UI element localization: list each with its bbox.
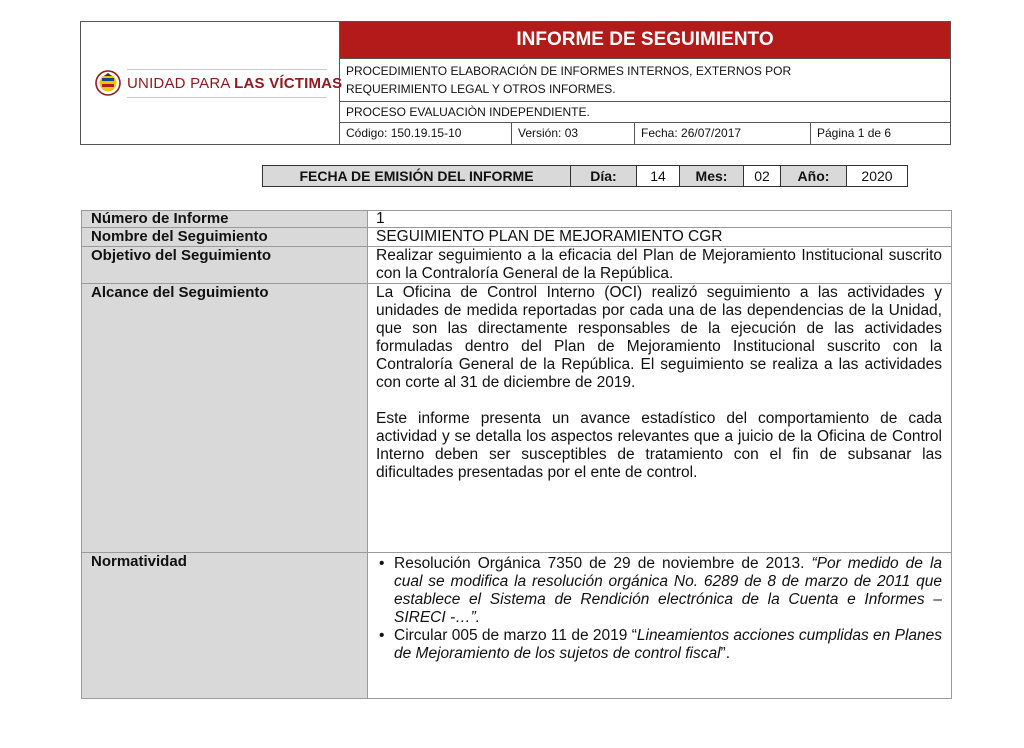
fecha-emision-label: FECHA DE EMISIÓN DEL INFORME <box>262 165 571 187</box>
normatividad-label: Normatividad <box>82 553 368 699</box>
metadata-row <box>340 123 950 144</box>
proceso-row: PROCESO EVALUACIÒN INDEPENDIENTE. <box>340 102 950 123</box>
nombre-value: SEGUIMIENTO PLAN DE MEJORAMIENTO CGR <box>368 228 952 247</box>
colombia-seal-icon <box>95 70 121 96</box>
table-row <box>82 247 952 284</box>
logo-rule-bottom <box>127 97 327 98</box>
pagina-cell: Página 1 de 6 <box>817 126 892 140</box>
document-title: INFORME DE SEGUIMIENTO <box>340 22 950 59</box>
procedimiento-line-2: REQUERIMIENTO LEGAL Y OTROS INFORMES. <box>346 82 616 96</box>
alcance-value <box>368 284 952 553</box>
objetivo-value: Realizar seguimiento a la eficacia del Plan de Mejoramiento Institucional suscrito con la Contraloría General de la República. <box>368 247 952 284</box>
procedimiento-line-1: PROCEDIMIENTO ELABORACIÓN DE INFORMES INTERNOS, EXTERNOS POR <box>346 64 792 78</box>
list-item: • Resolución Orgánica 7350 de 29 de noviembre de 2013. “Por medido de la cual se modifica la resolución orgánica No. 6289 de 8 de marzo de 2011 que establece el Sistema de Rendición electrónica de la Cuenta e Informes – SIRECI -…”. <box>394 555 942 627</box>
logo-cell <box>81 22 343 144</box>
logo-rule-top <box>127 69 327 70</box>
fecha-cell: Fecha: 26/07/2017 <box>635 123 811 144</box>
table-row <box>82 553 952 699</box>
normatividad-value <box>368 553 952 699</box>
table-row <box>82 228 952 247</box>
numero-value: 1 <box>368 211 952 228</box>
list-item: • Circular 005 de marzo 11 de 2019 “Lineamientos acciones cumplidas en Planes de Mejoramiento de los sujetos de control fiscal”. <box>394 627 942 663</box>
anio-label: Año: <box>781 165 847 187</box>
procedimiento-row <box>340 59 950 102</box>
informe-table <box>81 210 952 699</box>
normatividad-list <box>376 555 942 663</box>
logo-text: UNIDAD PARA LAS VÍCTIMAS <box>127 75 343 92</box>
table-row <box>82 284 952 553</box>
nombre-label: Nombre del Seguimiento <box>82 228 368 247</box>
anio-value: 2020 <box>847 165 908 187</box>
alcance-paragraph-2: Este informe presenta un avance estadístico del comportamiento de cada actividad y se detalla los aspectos relevantes que a juicio de la Oficina de Control Interno deben ser susceptibles de tratamiento con el fin de subsanar las dificultades presentadas por el ente de control. <box>376 410 942 481</box>
alcance-label: Alcance del Seguimiento <box>82 284 368 553</box>
numero-label: Número de Informe <box>82 211 368 228</box>
objetivo-label: Objetivo del Seguimiento <box>82 247 368 284</box>
dia-label: Día: <box>571 165 637 187</box>
table-row <box>82 211 952 228</box>
dia-value: 14 <box>637 165 680 187</box>
mes-value: 02 <box>744 165 781 187</box>
document-header <box>80 21 951 145</box>
alcance-paragraph-1: La Oficina de Control Interno (OCI) realizó seguimiento a las actividades y unidades de medida reportadas por cada una de las dependencias de la Unidad, que son las directamente responsables de la ejecución de las actividades formuladas dentro del Plan de Mejoramiento Institucional suscrito con la Contraloría General de la República. El seguimiento se realiza a las actividades con corte al 31 de diciembre de 2019. <box>376 284 942 391</box>
mes-label: Mes: <box>680 165 744 187</box>
codigo-cell: Código: 150.19.15-10 <box>340 123 512 144</box>
fecha-emision-row <box>262 165 908 187</box>
version-cell: Versión: 03 <box>512 123 635 144</box>
